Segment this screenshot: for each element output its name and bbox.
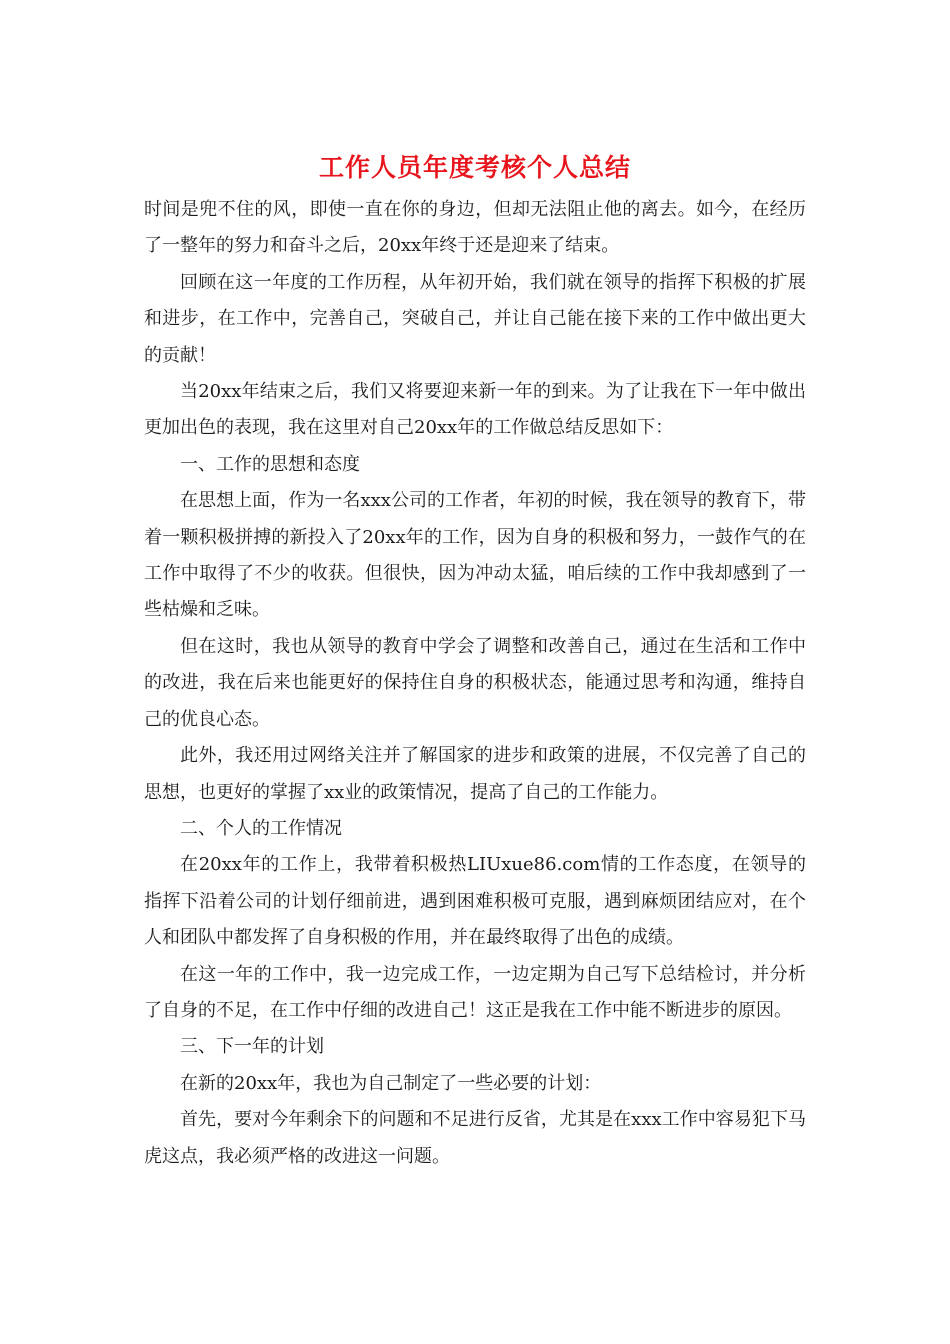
paragraph-attitude-1: 在思想上面，作为一名xxx公司的工作者，年初的时候，我在领导的教育下，带着一颗积极拼搏的新投入了20xx年的工作，因为自身的积极和努力，一鼓作气的在工作中取得了不少的收获。但很快，因为冲动太猛，咱后续的工作中我却感到了一些枯燥和乏味。 [144, 490, 806, 621]
paragraph-intro: 时间是兜不住的风，即使一直在你的身边，但却无法阻止他的离去。如今，在经历了一整年的努力和奋斗之后，20xx年终于还是迎来了结束。 [144, 199, 806, 257]
document-page [144, 148, 806, 1175]
section-heading-work: 二、个人的工作情况 [180, 817, 342, 839]
paragraph-reflection-intro: 当20xx年结束之后，我们又将要迎来新一年的到来。为了让我在下一年中做出更加出色的表现，我在这里对自己20xx年的工作做总结反思如下： [144, 381, 806, 439]
section-heading-attitude: 一、工作的思想和态度 [180, 453, 360, 475]
paragraph-attitude-2: 但在这时，我也从领导的教育中学会了调整和改善自己，通过在生活和工作中的改进，我在后来也能更好的保持住自身的积极状态，能通过思考和沟通，维持自己的优良心态。 [144, 635, 806, 730]
document-title: 工作人员年度考核个人总结 [318, 153, 631, 182]
section-heading-plan: 三、下一年的计划 [180, 1036, 324, 1058]
paragraph-plan-2: 首先，要对今年剩余下的问题和不足进行反省，尤其是在xxx工作中容易犯下马虎这点，我必须严格的改进这一问题。 [144, 1109, 806, 1167]
paragraph-plan-1: 在新的20xx年，我也为自己制定了一些必要的计划： [180, 1072, 602, 1094]
paragraph-attitude-3: 此外，我还用过网络关注并了解国家的进步和政策的进展，不仅完善了自己的思想，也更好的掌握了xx业的政策情况，提高了自己的工作能力。 [144, 745, 806, 803]
paragraph-work-2: 在这一年的工作中，我一边完成工作，一边定期为自己写下总结检讨，并分析了自身的不足，在工作中仔细的改进自己！这正是我在工作中能不断进步的原因。 [144, 963, 806, 1021]
paragraph-review: 回顾在这一年度的工作历程，从年初开始，我们就在领导的指挥下积极的扩展和进步，在工作中，完善自己，突破自己，并让自己能在接下来的工作中做出更大的贡献！ [144, 271, 806, 366]
paragraph-work-1: 在20xx年的工作上，我带着积极热LIUxue86.com情的工作态度，在领导的指挥下沿着公司的计划仔细前进，遇到困难积极可克服，遇到麻烦团结应对，在个人和团队中都发挥了自身积极的作用，并在最终取得了出色的成绩。 [144, 854, 806, 949]
